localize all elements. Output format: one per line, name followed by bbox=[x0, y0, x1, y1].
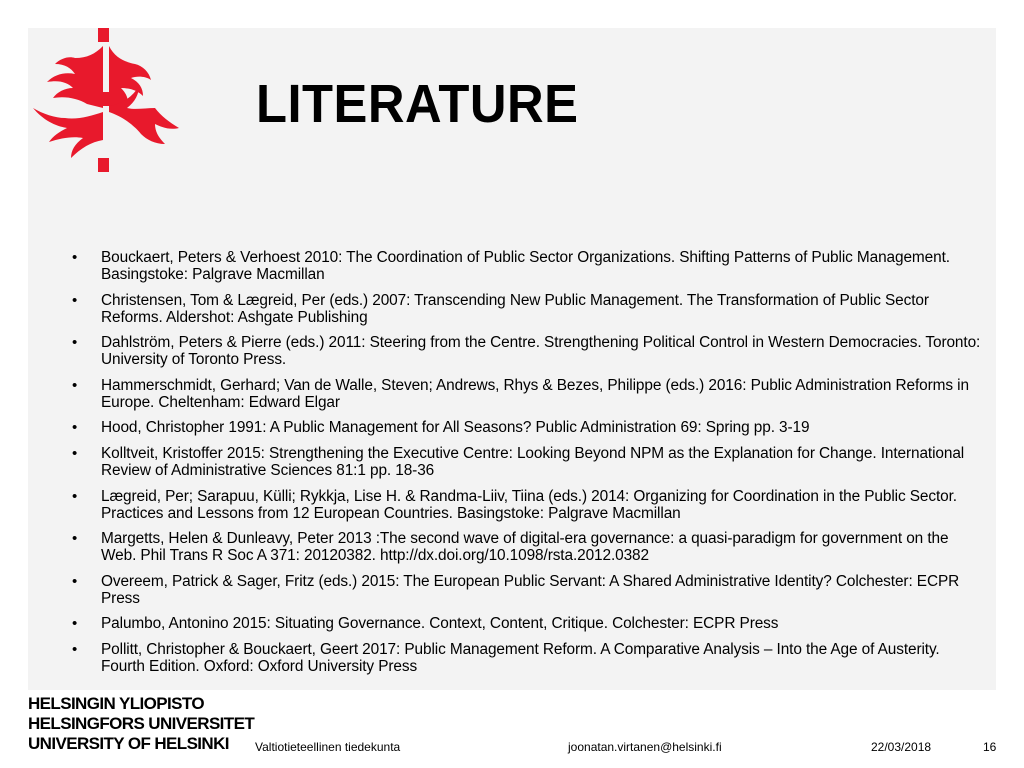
list-item bbox=[70, 530, 982, 564]
list-item bbox=[70, 445, 982, 479]
list-item bbox=[70, 573, 982, 607]
university-name-logo bbox=[28, 694, 254, 754]
university-name-english: UNIVERSITY OF HELSINKI bbox=[28, 734, 229, 753]
list-item bbox=[70, 377, 982, 411]
reference-text: Margetts, Helen & Dunleavy, Peter 2013 :The second wave of digital-era governance: a quasi-paradigm for government on the Web. Phil Trans R Soc A 371: 20120382. http://dx.doi.org/10.1098/rsta.2012.0382 bbox=[101, 530, 949, 565]
university-name-finnish: HELSINGIN YLIOPISTO bbox=[28, 694, 204, 713]
reference-text: Pollitt, Christopher & Bouckaert, Geert 2017: Public Management Reform. A Comparative Analysis – Into the Age of Austerity. Fourth Edition. Oxford: Oxford University Press bbox=[101, 640, 940, 675]
bullet-icon: • bbox=[72, 249, 78, 266]
bullet-icon: • bbox=[72, 291, 78, 309]
reference-text: Lægreid, Per; Sarapuu, Külli; Rykkja, Lise H. & Randma-Liiv, Tiina (eds.) 2014: Organizing for Coordination in the Public Sector. Practices and Lessons from 12 European Countries. Basingstoke: Palgrave Macmillan bbox=[101, 487, 957, 522]
bullet-icon: • bbox=[72, 640, 78, 658]
reference-text: Christensen, Tom & Lægreid, Per (eds.) 2007: Transcending New Public Management. The Transformation of Public Sector Reforms. Aldershot: Ashgate Publishing bbox=[101, 291, 929, 326]
university-logo-icon bbox=[25, 28, 185, 178]
bullet-icon: • bbox=[72, 530, 78, 548]
bullet-icon: • bbox=[72, 615, 78, 633]
page-number: 16 bbox=[983, 740, 997, 754]
list-item bbox=[70, 419, 982, 436]
bullet-icon: • bbox=[72, 572, 78, 590]
university-name-swedish: HELSINGFORS UNIVERSITET bbox=[28, 714, 255, 733]
bullet-icon: • bbox=[72, 444, 78, 462]
reference-text: Bouckaert, Peters & Verhoest 2010: The Coordination of Public Sector Organizations. Shifting Patterns of Public Management. Basingstoke: Palgrave Macmillan bbox=[101, 249, 950, 283]
reference-text: Overeem, Patrick & Sager, Fritz (eds.) 2015: The European Public Servant: A Shared Administrative Identity? Colchester: ECPR Press bbox=[101, 572, 960, 607]
footer-email: joonatan.virtanen@helsinki.fi bbox=[568, 740, 722, 754]
bullet-icon: • bbox=[72, 419, 78, 437]
reference-text: Kolltveit, Kristoffer 2015: Strengthening the Executive Centre: Looking Beyond NPM as the Explanation for Change. International Review of Administrative Sciences 81:1 pp. 18-36 bbox=[101, 444, 965, 479]
list-item bbox=[70, 249, 982, 283]
slide-title: LITERATURE bbox=[256, 74, 579, 134]
footer-faculty: Valtiotieteellinen tiedekunta bbox=[255, 740, 401, 754]
list-item bbox=[70, 488, 982, 522]
reference-text: Hood, Christopher 1991: A Public Management for All Seasons? Public Administration 69: Spring pp. 3-19 bbox=[101, 419, 810, 437]
bullet-icon: • bbox=[72, 376, 78, 394]
list-item bbox=[70, 641, 982, 675]
footer-date: 22/03/2018 bbox=[871, 740, 932, 754]
list-item bbox=[70, 292, 982, 326]
reference-text: Palumbo, Antonino 2015: Situating Governance. Context, Content, Critique. Colchester: ECPR Press bbox=[101, 615, 779, 633]
reference-list bbox=[70, 249, 982, 684]
bullet-icon: • bbox=[72, 334, 78, 352]
reference-text: Hammerschmidt, Gerhard; Van de Walle, Steven; Andrews, Rhys & Bezes, Philippe (eds.) 2016: Public Administration Reforms in Europe. Cheltenham: Edward Elgar bbox=[101, 376, 969, 411]
list-item bbox=[70, 615, 982, 632]
reference-text: Dahlström, Peters & Pierre (eds.) 2011: Steering from the Centre. Strengthening Political Control in Western Democracies. Toronto: University of Toronto Press. bbox=[101, 334, 981, 369]
list-item bbox=[70, 334, 982, 368]
bullet-icon: • bbox=[72, 487, 78, 505]
